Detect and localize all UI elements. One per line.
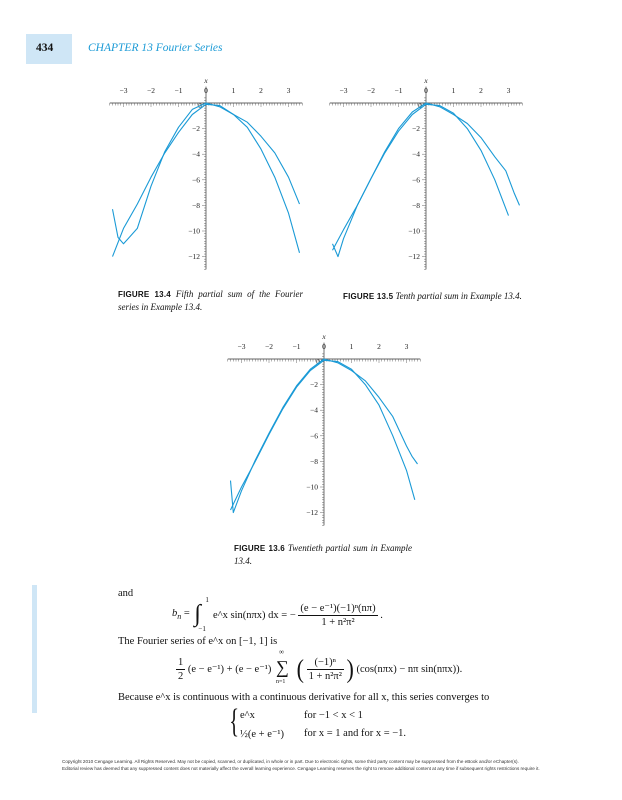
half-denominator: 2: [178, 670, 184, 682]
bn-eq: =: [181, 608, 190, 620]
case1-condition: for −1 < x < 1: [304, 710, 363, 721]
figure-13-6-caption: [234, 542, 412, 568]
figure-caption-text: Tenth partial sum in Example 13.4.: [395, 291, 522, 301]
x-tick-label: 3: [286, 86, 291, 95]
x-tick-label: −3: [119, 86, 128, 95]
figure-13-4-plot: [108, 72, 308, 287]
x-tick-label: 3: [506, 86, 511, 95]
y-tick-label: −6: [412, 175, 420, 185]
x-tick-label: −2: [265, 342, 273, 351]
x-tick-label: 0: [204, 86, 208, 95]
bn-lhs-sub: n: [177, 612, 182, 622]
y-tick-label: −2: [412, 124, 420, 134]
y-tick-label: −12: [188, 252, 200, 262]
x-tick-label: −3: [237, 342, 246, 351]
coef-denominator: 1 + n²π²: [308, 670, 342, 682]
y-tick-label: −12: [306, 508, 318, 518]
bn-formula: [172, 598, 383, 632]
figure-label: FIGURE 13.4: [118, 290, 171, 299]
x-axis-label: x: [424, 76, 428, 85]
x-tick-label: 1: [451, 86, 456, 95]
coef-fraction: [307, 656, 344, 683]
integral-lower: −1: [198, 625, 206, 633]
coef-numerator: (−1)ⁿ: [307, 656, 344, 670]
fourier-series-formula: [176, 648, 463, 687]
x-axis-label: x: [204, 76, 208, 85]
left-brace: {: [229, 703, 240, 740]
series-tail: (cos(nπx) − nπ sin(nπx)).: [356, 663, 463, 675]
sum-lower: n=1: [276, 679, 286, 685]
origin-label: 0: [198, 101, 202, 110]
origin-label: 0: [316, 357, 320, 366]
footer-line-2: Editorial review has deemed that any suppressed content does not materially affect the overall learning experience. Cengage Learning reserves the right to remove additional content at any time if subsequent rights restrictions require it.: [62, 766, 540, 771]
x-tick-label: 2: [259, 86, 263, 95]
y-tick-label: −8: [412, 200, 420, 210]
copyright-footer: [62, 758, 582, 772]
y-tick-label: −6: [192, 175, 200, 185]
integral-upper: 1: [205, 596, 209, 604]
series-intro-text: The Fourier series of e^x on [−1, 1] is: [118, 636, 278, 647]
right-paren: ): [346, 653, 354, 684]
half-fraction: [176, 656, 185, 683]
page-number: 434: [36, 42, 54, 54]
figure-13-4-caption: [118, 288, 303, 314]
series-first-term: (e − e⁻¹) + (e − e⁻¹): [187, 664, 272, 675]
bn-numerator: (e − e⁻¹)(−1)ⁿ(nπ): [300, 602, 376, 614]
figure-label: FIGURE 13.6: [234, 544, 285, 553]
bn-denominator: 1 + n²π²: [321, 616, 355, 628]
case1-value: e^x: [240, 710, 255, 721]
bn-end: .: [380, 609, 383, 621]
y-tick-label: −2: [192, 124, 200, 134]
y-tick-label: −8: [310, 456, 318, 466]
x-tick-label: −1: [394, 86, 403, 95]
figure-13-5-plot: [328, 72, 528, 287]
x-tick-label: −1: [174, 86, 183, 95]
figure-label: FIGURE 13.5: [343, 292, 394, 301]
and-text: and: [118, 588, 134, 599]
y-tick-label: −10: [306, 482, 318, 492]
chapter-title: CHAPTER 13 Fourier Series: [88, 42, 223, 54]
y-tick-label: −4: [412, 149, 420, 159]
margin-bar: [32, 585, 37, 713]
origin-label: 0: [418, 101, 422, 110]
y-tick-label: −12: [408, 252, 420, 262]
x-tick-label: 0: [424, 86, 428, 95]
bn-fraction: [298, 602, 377, 629]
x-tick-label: 2: [377, 342, 381, 351]
x-tick-label: 3: [404, 342, 409, 351]
x-tick-label: 2: [479, 86, 483, 95]
convergence-text: Because e^x is continuous with a continuous derivative for all x, this series converges to: [118, 692, 490, 703]
x-tick-label: −1: [292, 342, 301, 351]
case2-condition: for x = 1 and for x = −1.: [304, 728, 407, 739]
left-paren: (: [296, 653, 304, 684]
figure-caption-text: Fifth partial sum of the Fourier series in Example 13.4.: [118, 289, 304, 312]
figure-13-5-caption: [343, 290, 538, 303]
x-tick-label: −2: [147, 86, 155, 95]
figure-caption-text: Twentieth partial sum in Example 13.4.: [234, 543, 413, 566]
y-tick-label: −4: [310, 405, 318, 415]
half-numerator: 1: [178, 656, 184, 668]
x-tick-label: −2: [367, 86, 375, 95]
x-tick-label: −3: [339, 86, 348, 95]
integrand: e^x sin(nπx) dx = −: [213, 609, 296, 621]
sum-upper: ∞: [279, 648, 285, 656]
y-tick-label: −6: [310, 431, 318, 441]
series-line-2: [231, 360, 415, 510]
y-tick-label: −2: [310, 380, 318, 390]
footer-line-1: Copyright 2010 Cengage Learning. All Rights Reserved. May not be copied, scanned, or duplicated, in whole or in part. Due to electronic rights, some third party content may be suppressed from the eBook and/or eChapter(s).: [62, 759, 519, 764]
y-tick-label: −10: [408, 226, 420, 236]
x-tick-label: 1: [349, 342, 354, 351]
y-tick-label: −8: [192, 200, 200, 210]
y-tick-label: −10: [188, 226, 200, 236]
sum-symbol: ∑: [276, 657, 289, 677]
integral-sign: ∫: [194, 601, 201, 627]
x-tick-label: 1: [231, 86, 236, 95]
x-tick-label: 0: [322, 342, 326, 351]
x-axis-label: x: [322, 332, 326, 341]
y-tick-label: −4: [192, 149, 200, 159]
series-line-2: [333, 104, 509, 250]
figure-13-6-plot: [226, 328, 426, 543]
case2-value: ½(e + e⁻¹): [240, 729, 285, 740]
bn-lhs: b: [172, 608, 178, 620]
